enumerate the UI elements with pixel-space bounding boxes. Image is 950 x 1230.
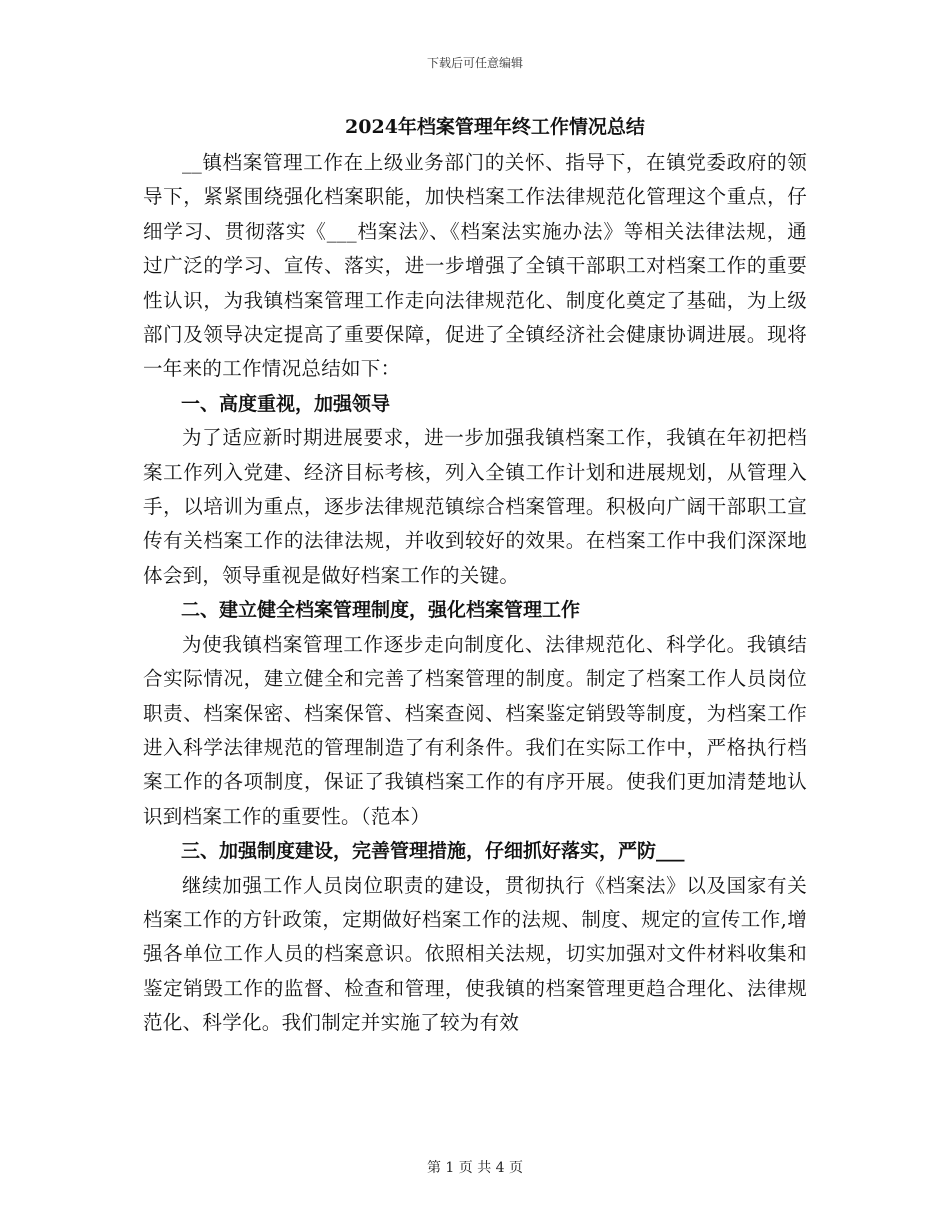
document-title: 2024年档案管理年终工作情况总结 <box>345 116 645 138</box>
section-body-1: 为了适应新时期进展要求，进一步加强我镇档案工作，我镇在年初把档案工作列入党建、经济目标考核，列入全镇工作计划和进展规划，从管理入手，以培训为重点，逐步法律规范镇综合档案管理。积极向广阔干部职工宣传有关档案工作的法律法规，并收到较好的效果。在档案工作中我们深深地体会到，领导重视是做好档案工作的关键。 <box>143 426 807 587</box>
document-body <box>143 112 807 1041</box>
section-heading-3: 三、加强制度建设，完善管理措施，仔细抓好落实，严防___ <box>181 840 685 863</box>
intro-paragraph: __镇档案管理工作在上级业务部门的关怀、指导下，在镇党委政府的领导下，紧紧围绕强化档案职能，加快档案工作法律规范化管理这个重点，仔细学习、贯彻落实《___档案法》、《档案法实施办法》等相关法律法规，通过广泛的学习、宣传、落实，进一步增强了全镇干部职工对档案工作的重要性认识，为我镇档案管理工作走向法律规范化、制度化奠定了基础，为上级部门及领导决定提高了重要保障，促进了全镇经济社会健康协调进展。现将一年来的工作情况总结如下： <box>143 151 807 381</box>
section-heading-2: 二、建立健全档案管理制度，强化档案管理工作 <box>181 599 581 622</box>
section-body-2: 为使我镇档案管理工作逐步走向制度化、法律规范化、科学化。我镇结合实际情况，建立健全和完善了档案管理的制度。制定了档案工作人员岗位职责、档案保密、档案保管、档案查阅、档案鉴定销毁等制度，为档案工作进入科学法律规范的管理制造了有利条件。我们在实际工作中，严格执行档案工作的各项制度，保证了我镇档案工作的有序开展。使我们更加清楚地认识到档案工作的重要性。（范本） <box>143 632 807 828</box>
section-heading-1: 一、高度重视，加强领导 <box>181 392 391 415</box>
header-note: 下载后可任意编辑 <box>426 56 523 70</box>
section-body-3: 继续加强工作人员岗位职责的建设，贯彻执行《档案法》以及国家有关档案工作的方针政策，定期做好档案工作的法规、制度、规定的宣传工作,增强各单位工作人员的档案意识。依照相关法规，切实加强对文件材料收集和鉴定销毁工作的监督、检查和管理，使我镇的档案管理更趋合理化、法律规范化、科学化。我们制定并实施了较为有效 <box>143 873 807 1035</box>
page-footer: 第 1 页 共 4 页 <box>426 1160 524 1176</box>
